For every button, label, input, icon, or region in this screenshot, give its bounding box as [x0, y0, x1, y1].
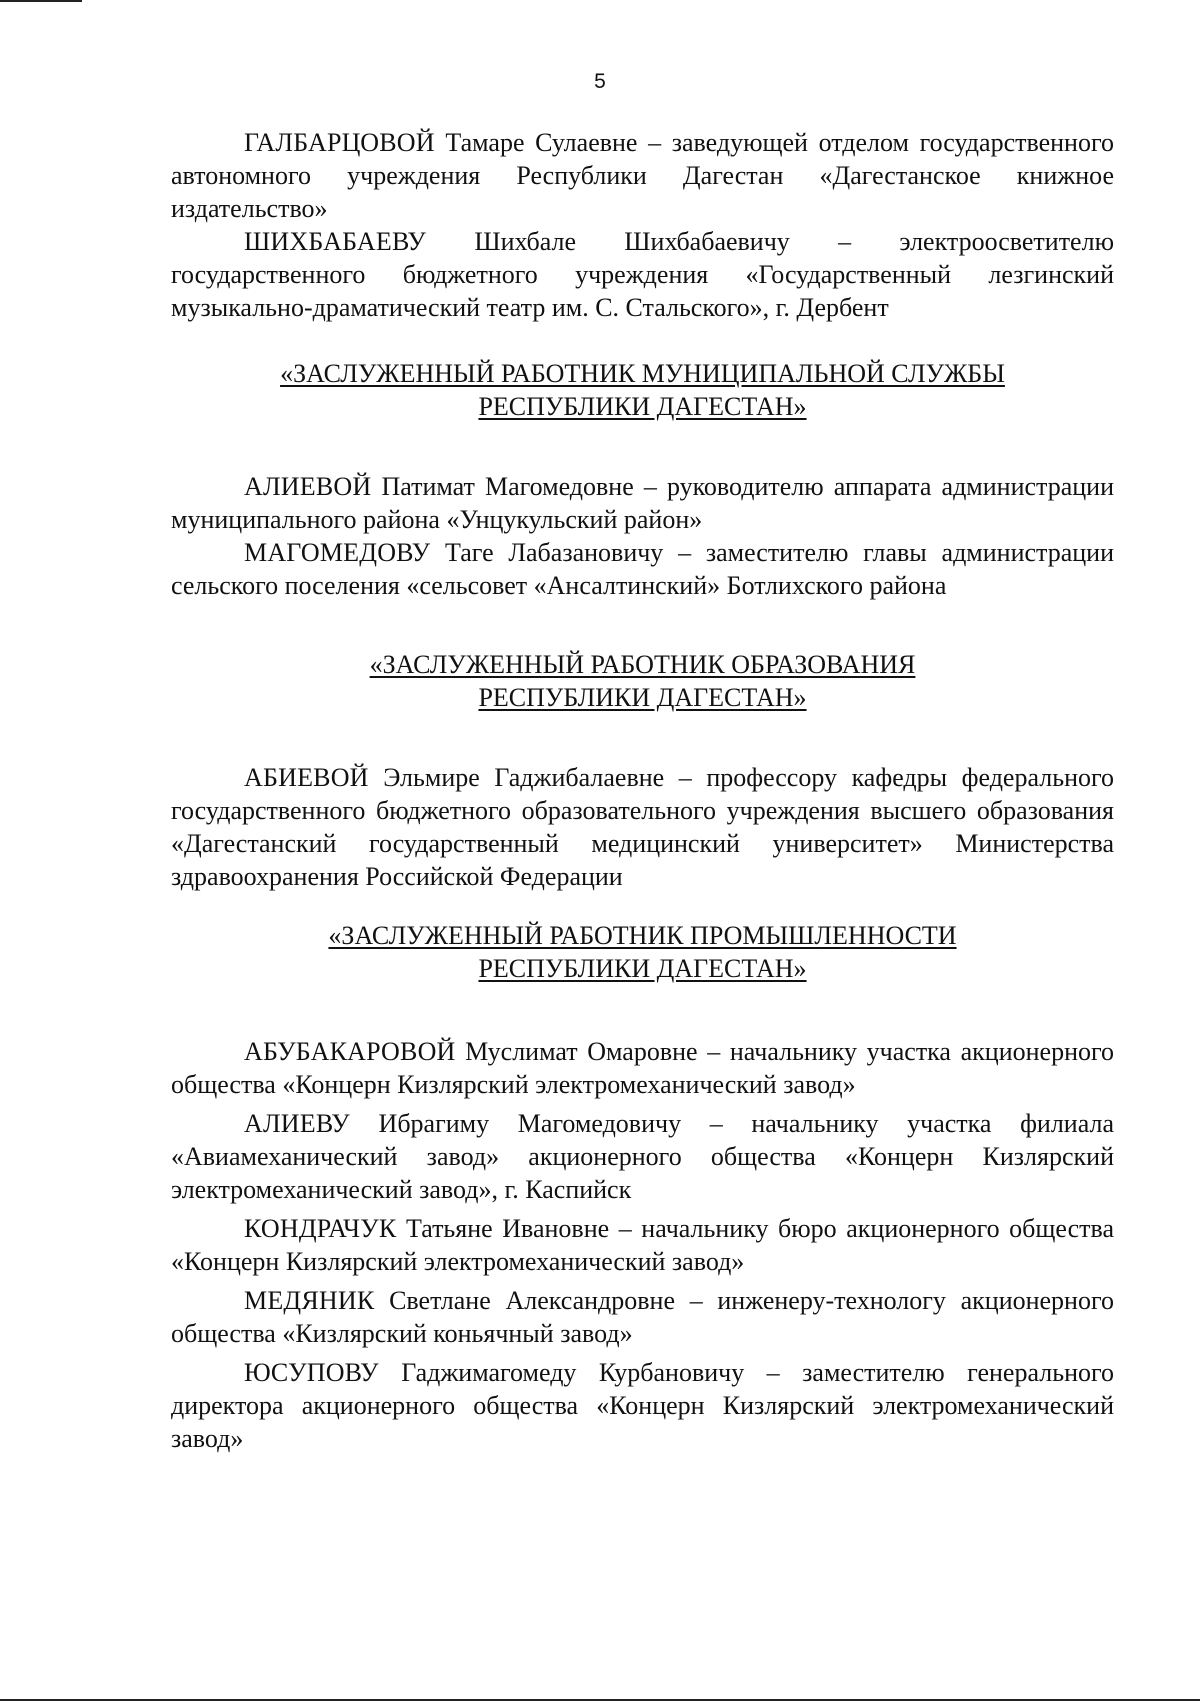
heading-line: «ЗАСЛУЖЕННЫЙ РАБОТНИК ПРОМЫШЛЕННОСТИ	[328, 921, 957, 950]
recipient-details: Ибрагиму Магомедовичу – начальнику участка филиала «Авиамеханический завод» акционерного общества «Концерн Кизлярский электромеханический завод», г. Каспийск	[171, 1109, 1114, 1204]
award-entry	[171, 126, 1114, 225]
award-entry	[171, 1212, 1114, 1278]
award-title-heading	[171, 919, 1114, 985]
document-body	[171, 126, 1114, 1455]
award-entry	[171, 225, 1114, 324]
recipient-details: Таге Лабазановичу – заместителю главы администрации сельского поселения «сельсовет «Ансалтинский» Ботлихского района	[171, 538, 1114, 600]
recipient-details: Татьяне Ивановне – начальнику бюро акционерного общества «Концерн Кизлярский электромеханический завод»	[171, 1214, 1114, 1276]
heading-line: РЕСПУБЛИКИ ДАГЕСТАН»	[478, 954, 807, 983]
award-entry	[171, 1035, 1114, 1101]
award-entry	[171, 470, 1114, 536]
recipient-surname: АБИЕВОЙ	[244, 763, 369, 792]
recipient-surname: МЕДЯНИК	[244, 1286, 375, 1315]
award-title-heading	[171, 357, 1114, 423]
award-entry	[171, 536, 1114, 602]
recipient-surname: АЛИЕВОЙ	[244, 472, 372, 501]
page-number: 5	[594, 70, 606, 93]
recipient-surname: ШИХБАБАЕВУ	[244, 227, 427, 256]
recipient-details: Тамаре Сулаевне – заведующей отделом государственного автономного учреждения Республики Дагестан «Дагестанское книжное издательство»	[171, 128, 1114, 223]
award-title-heading	[171, 648, 1114, 714]
award-entry	[171, 1356, 1114, 1455]
recipient-details: Эльмире Гаджибалаевне – профессору кафедры федерального государственного бюджетного образовательного учреждения высшего образования «Дагестанский государственный медицинский университет» Министерства здравоохранения Российской Федерации	[171, 763, 1114, 891]
recipient-details: Муслимат Омаровне – начальнику участка акционерного общества «Концерн Кизлярский электромеханический завод»	[171, 1037, 1114, 1099]
recipient-surname: КОНДРАЧУК	[244, 1214, 397, 1243]
heading-line: РЕСПУБЛИКИ ДАГЕСТАН»	[478, 683, 807, 712]
recipient-surname: АБУБАКАРОВОЙ	[244, 1037, 456, 1066]
recipient-surname: АЛИЕВУ	[244, 1109, 350, 1138]
recipient-details: Светлане Александровне – инженеру-технологу акционерного общества «Кизлярский коньячный завод»	[171, 1286, 1114, 1348]
recipient-details: Патимат Магомедовне – руководителю аппарата администрации муниципального района «Унцукульский район»	[171, 472, 1114, 534]
recipient-details: Гаджимагомеду Курбановичу – заместителю генерального директора акционерного общества «Концерн Кизлярский электромеханический завод»	[171, 1358, 1114, 1453]
heading-line: «ЗАСЛУЖЕННЫЙ РАБОТНИК МУНИЦИПАЛЬНОЙ СЛУЖБЫ	[280, 359, 1005, 388]
heading-line: «ЗАСЛУЖЕННЫЙ РАБОТНИК ОБРАЗОВАНИЯ	[369, 650, 916, 679]
heading-line: РЕСПУБЛИКИ ДАГЕСТАН»	[478, 392, 807, 421]
recipient-details: Шихбале Шихбабаевичу – электроосветителю государственного бюджетного учреждения «Государственный лезгинский музыкально-драматический театр им. С. Стальского», г. Дербент	[171, 227, 1114, 322]
recipient-surname: ЮСУПОВУ	[244, 1358, 379, 1387]
award-entry	[171, 1284, 1114, 1350]
recipient-surname: МАГОМЕДОВУ	[244, 538, 431, 567]
award-entry	[171, 761, 1114, 893]
scan-edge-mark	[0, 0, 82, 2]
award-entry	[171, 1107, 1114, 1206]
recipient-surname: ГАЛБАРЦОВОЙ	[244, 128, 435, 157]
